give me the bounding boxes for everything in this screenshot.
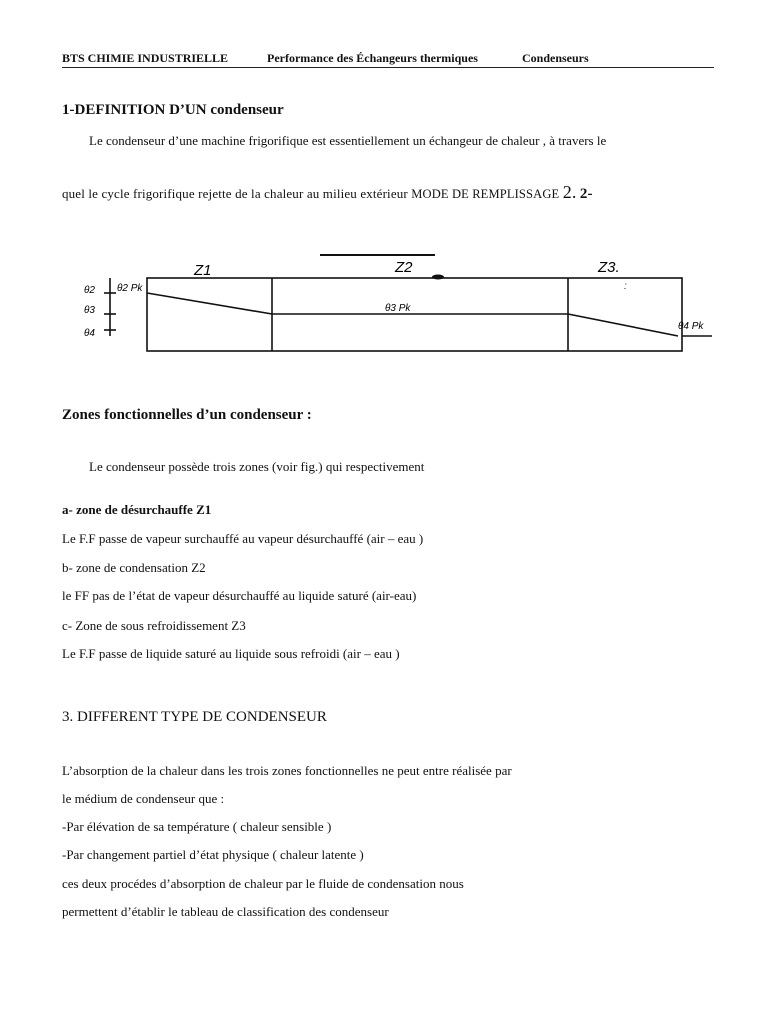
zones-title: Zones fonctionnelles d’un condenseur :	[62, 407, 312, 423]
point-label-theta3-pk: θ3 Pk	[385, 303, 411, 314]
zone3-title: c- Zone de sous refroidissement Z3	[62, 618, 246, 633]
header-right: Condenseurs	[522, 51, 589, 65]
axis-label-theta4: θ4	[84, 328, 95, 339]
zone-label-z1: Z1	[194, 262, 212, 279]
section1-line2-end: 2-	[579, 186, 593, 202]
temp-line-z3	[568, 314, 678, 336]
zone2-text: le FF pas de l’état de vapeur désurchauffé au liquide saturé (air-eau)	[62, 588, 417, 603]
diagram-mark: :	[624, 281, 627, 292]
point-label-theta4-pk: θ4 Pk	[678, 321, 704, 332]
zone3-text: Le F.F passe de liquide saturé au liquide sous refroidi (air – eau )	[62, 646, 400, 661]
zone-label-z3: Z3.	[598, 259, 620, 276]
section3-title: 3. DIFFERENT TYPE DE CONDENSEUR	[62, 709, 327, 725]
section1-line1: Le condenseur d’une machine frigorifique est essentiellement un échangeur de chaleur , à travers le	[89, 133, 607, 148]
zone2-title: b- zone de condensation Z2	[62, 560, 206, 575]
header-left: BTS CHIMIE INDUSTRIELLE	[62, 51, 229, 65]
axis-label-theta2: θ2	[84, 285, 95, 296]
condenser-zone-diagram	[0, 240, 768, 370]
zones-intro: Le condenseur possède trois zones (voir fig.) qui respectivement	[89, 459, 425, 474]
section3-line: -Par changement partiel d’état physique ( chaleur latente )	[62, 847, 364, 862]
zone1-title: a- zone de désurchauffe Z1	[62, 502, 212, 517]
section1-line2-mode: MODE DE REMPLISSAGE	[411, 187, 560, 201]
axis-label-theta3: θ3	[84, 305, 95, 316]
header-divider	[62, 67, 714, 68]
section1-title: 1-DEFINITION D’UN condenseur	[62, 102, 284, 118]
diagram-dot	[432, 275, 444, 280]
section1-line2	[62, 182, 593, 203]
section3-line: -Par élévation de sa température ( chaleur sensible )	[62, 819, 332, 834]
zone-label-z2: Z2	[395, 259, 413, 276]
header-center: Performance des Échangeurs thermiques	[267, 51, 478, 65]
section3-line: ces deux procédes d’absorption de chaleur par le fluide de condensation nous	[62, 876, 464, 891]
point-label-theta2-pk: θ2 Pk	[117, 283, 143, 294]
temp-line-z1	[147, 293, 272, 314]
section3-line: le médium de condenseur que :	[62, 791, 225, 806]
section1-line2-text: quel le cycle frigorifique rejette de la chaleur au milieu extérieur	[62, 186, 408, 201]
section1-line2-num: 2.	[562, 182, 577, 202]
section3-line: L’absorption de la chaleur dans les trois zones fonctionnelles ne peut entre réalisée par	[62, 763, 512, 778]
zone1-text: Le F.F passe de vapeur surchauffé au vapeur désurchauffé (air – eau )	[62, 531, 424, 546]
section3-line: permettent d’établir le tableau de classification des condenseur	[62, 904, 389, 919]
